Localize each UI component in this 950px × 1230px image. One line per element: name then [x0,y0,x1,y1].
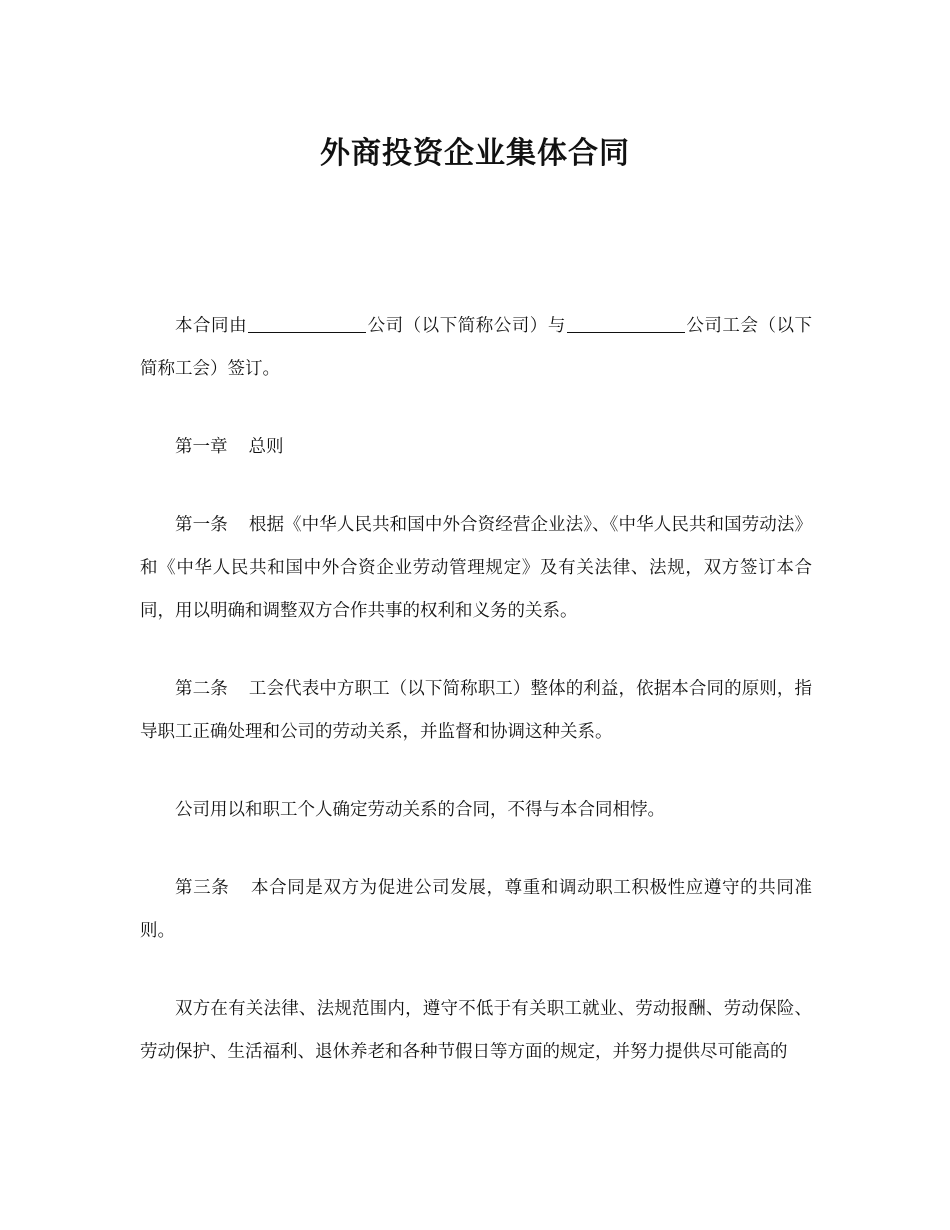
article-2-sub-paragraph: 公司用以和职工个人确定劳动关系的合同，不得与本合同相悖。 [175,800,665,820]
chapter-heading [140,426,812,469]
chapter-name: 总则 [248,437,284,457]
article-3-number: 第三条 [175,878,230,898]
preamble-text-2: 公司（以下简称公司）与 [367,316,566,336]
article-3-text: 本合同是双方为促进公司发展，尊重和调动职工积极性应遵守的共同准则。 [140,878,813,941]
document-title: 外商投资企业集体合同 [320,136,630,172]
article-1-paragraph [140,504,812,633]
article-1-number: 第一条 [175,515,228,535]
company-name-blank [248,314,366,333]
article-3-paragraph [140,867,812,953]
article-2-number: 第二条 [175,679,228,699]
preamble-text-1: 本合同由 [175,316,248,336]
union-name-blank [567,314,685,333]
preamble-text-3: 公司工会（以下简称工会）签订。 [140,316,813,379]
preamble-paragraph [140,305,812,391]
document-body [140,305,812,1074]
article-2-paragraph [140,668,812,754]
chapter-number: 第一章 [175,437,228,457]
article-1-text: 根据《中华人民共和国中外合资经营企业法》、《中华人民共和国劳动法》和《中华人民共和国中外合资企业劳动管理规定》及有关法律、法规，双方签订本合同，用以明确和调整双方合作共事的权利和义务的关系。 [140,515,813,621]
article-3-sub-paragraph: 双方在有关法律、法规范围内，遵守不低于有关职工就业、劳动报酬、劳动保险、劳动保护、生活福利、退休养老和各种节假日等方面的规定，并努力提供尽可能高的 [140,999,812,1062]
article-2-text: 工会代表中方职工（以下简称职工）整体的利益，依据本合同的原则，指导职工正确处理和公司的劳动关系，并监督和协调这种关系。 [140,679,813,742]
